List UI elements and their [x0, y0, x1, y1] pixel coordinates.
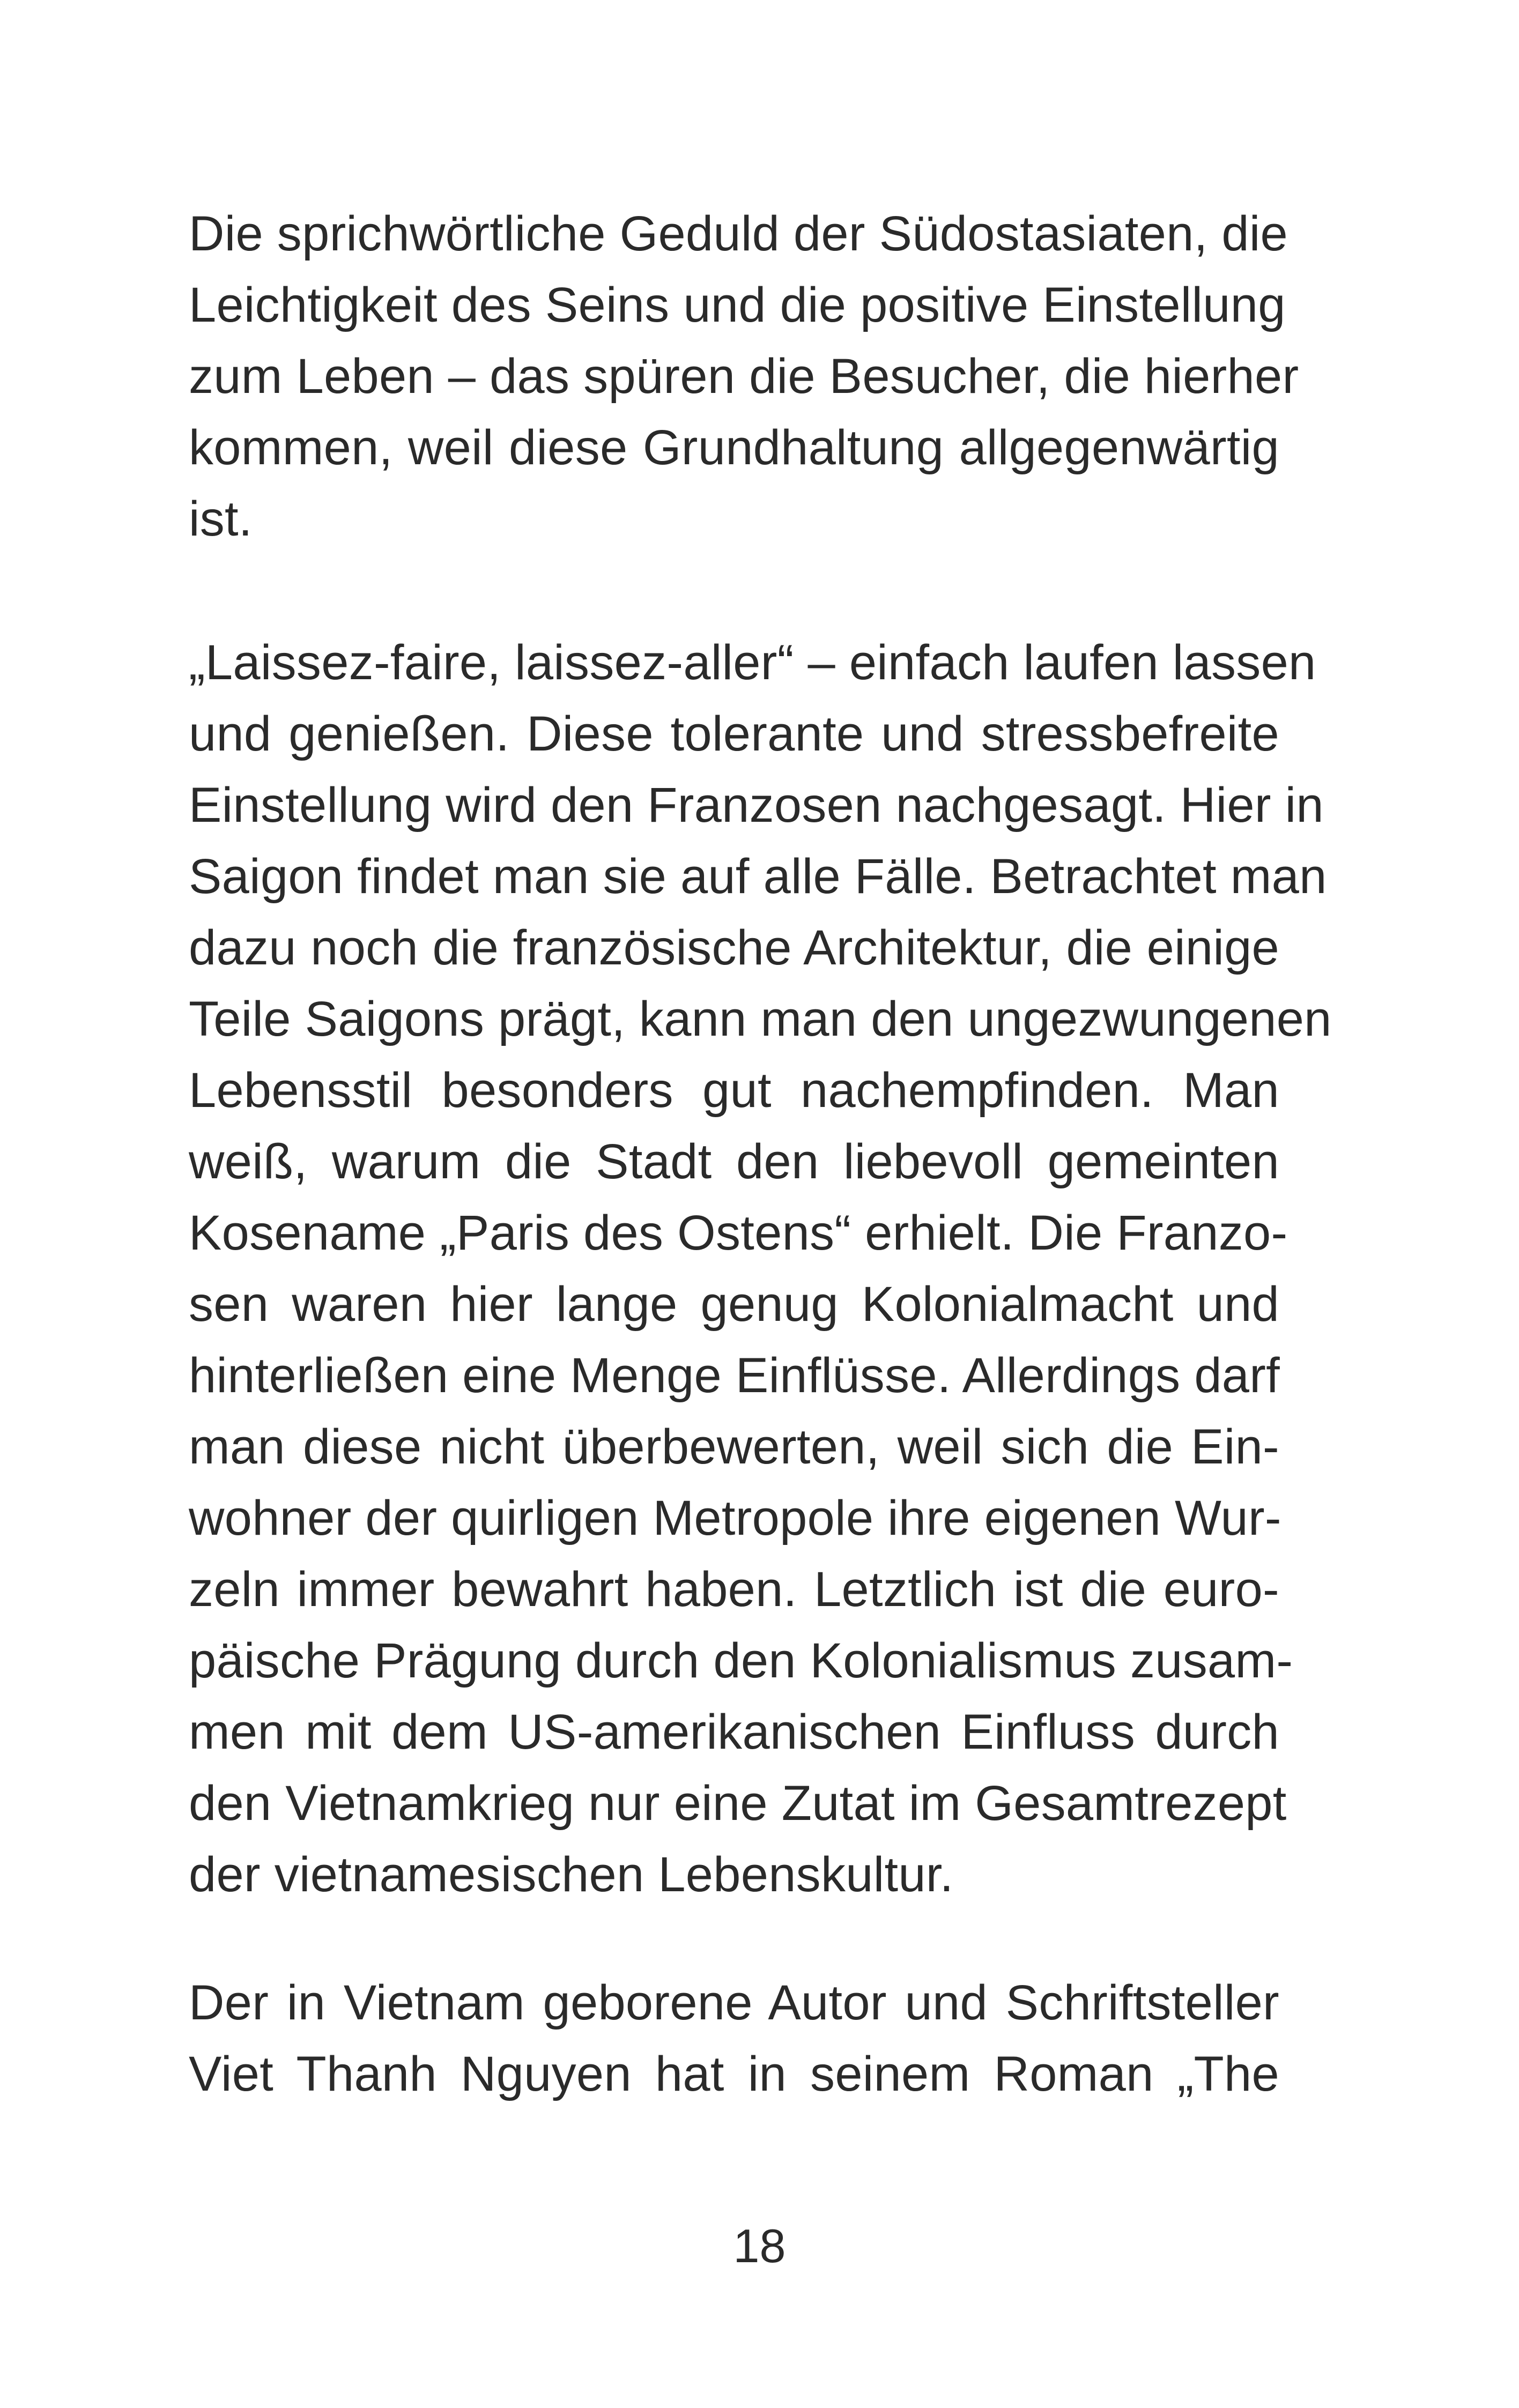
text-line: men mit dem US-amerikanischen Einfluss durch	[189, 1705, 1279, 1759]
text-line: Kosename „Paris des Ostens“ erhielt. Die Franzo-	[189, 1206, 1288, 1260]
text-line: und genießen. Diese tolerante und stressbefreite	[189, 707, 1279, 761]
text-line: hinterließen eine Menge Einflüsse. Allerdings darf	[189, 1348, 1280, 1403]
text-line: kommen, weil diese Grundhaltung allgegenwärtig	[189, 420, 1279, 475]
text-line: weiß, warum die Stadt den liebevoll gemeinten	[189, 1134, 1279, 1189]
text-line: Viet Thanh Nguyen hat in seinem Roman „The	[189, 2047, 1279, 2101]
paragraph	[189, 627, 1332, 1911]
text-line: päische Prägung durch den Kolonialismus zusam-	[189, 1633, 1293, 1688]
paragraph	[189, 198, 1299, 555]
text-line: Der in Vietnam geborene Autor und Schriftsteller	[189, 1975, 1279, 2030]
text-line: Einstellung wird den Franzosen nachgesagt. Hier in	[189, 778, 1324, 833]
text-line: ist.	[189, 492, 253, 546]
text-line: zum Leben – das spüren die Besucher, die hierher	[189, 349, 1299, 404]
text-line: „Laissez-faire, laissez-aller“ – einfach laufen lassen	[189, 635, 1316, 690]
text-line: man diese nicht überbewerten, weil sich die Ein-	[189, 1419, 1279, 1474]
text-line: Saigon findet man sie auf alle Fälle. Betrachtet man	[189, 849, 1327, 904]
text-line: dazu noch die französische Architektur, die einige	[189, 920, 1279, 975]
page-number: 18	[733, 2219, 786, 2272]
text-line: Leichtigkeit des Seins und die positive Einstellung	[189, 278, 1286, 332]
paragraph	[189, 1967, 1279, 2110]
text-line: Teile Saigons prägt, kann man den ungezwungenen	[189, 992, 1332, 1046]
text-line: zeln immer bewahrt haben. Letztlich ist die euro-	[189, 1562, 1279, 1617]
text-line: sen waren hier lange genug Kolonialmacht und	[189, 1277, 1279, 1332]
text-line: den Vietnamkrieg nur eine Zutat im Gesamtrezept	[189, 1776, 1287, 1831]
text-line: Lebensstil besonders gut nachempfinden. Man	[189, 1063, 1279, 1118]
text-line: wohner der quirligen Metropole ihre eigenen Wur-	[189, 1491, 1281, 1545]
text-line: Die sprichwörtliche Geduld der Südostasiaten, die	[189, 206, 1288, 261]
text-line: der vietnamesischen Lebenskultur.	[189, 1847, 954, 1902]
